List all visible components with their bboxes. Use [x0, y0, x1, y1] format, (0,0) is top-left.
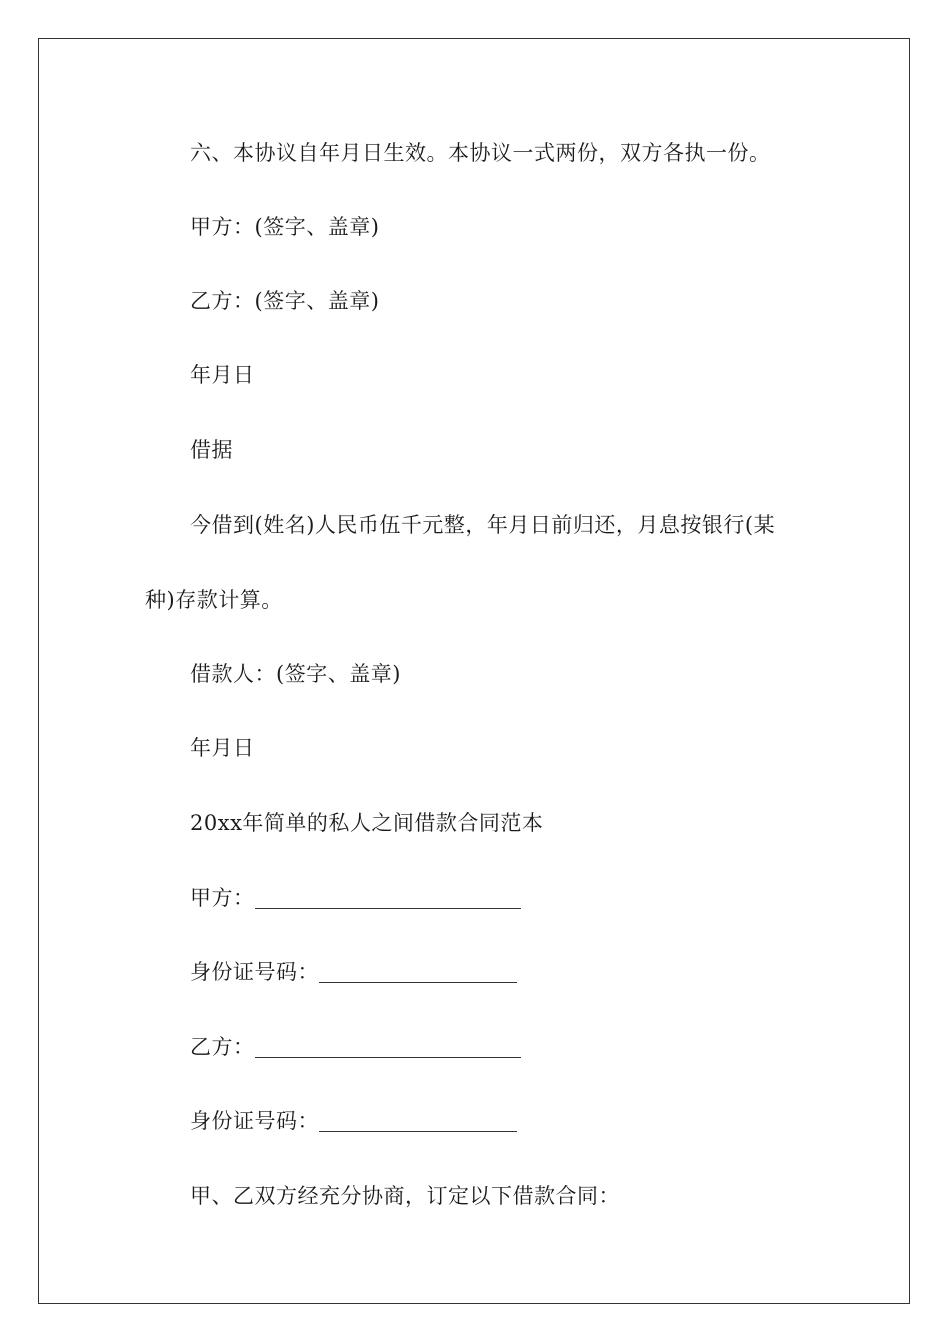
iou-body-line-2: 种)存款计算。	[145, 588, 283, 612]
id-number-label-b: 身份证号码：	[190, 1109, 319, 1133]
contract-preamble: 甲、乙双方经充分协商，订定以下借款合同：	[190, 1184, 620, 1208]
id-number-label-a: 身份证号码：	[190, 960, 319, 984]
clause-six-text: 六、本协议自年月日生效。本协议一式两份，双方各执一份。	[190, 141, 771, 165]
party-a-label: 甲方：	[190, 886, 255, 910]
party-b-blank	[255, 1037, 521, 1058]
party-a-signature-line: 甲方：(签字、盖章)	[190, 215, 380, 239]
party-a-blank	[255, 888, 521, 909]
date-line-1: 年月日	[190, 363, 255, 387]
id-number-field-b	[190, 1107, 517, 1135]
id-number-blank-b	[319, 1111, 517, 1132]
party-a-field	[190, 884, 521, 912]
party-b-label: 乙方：	[190, 1035, 255, 1059]
iou-heading: 借据	[190, 438, 233, 462]
contract-title: 20xx年简单的私人之间借款合同范本	[190, 811, 544, 835]
party-b-signature-line: 乙方：(签字、盖章)	[190, 289, 380, 313]
id-number-field-a	[190, 958, 517, 986]
borrower-signature-line: 借款人：(签字、盖章)	[190, 662, 401, 686]
party-b-field	[190, 1033, 521, 1061]
id-number-blank-a	[319, 962, 517, 983]
date-line-2: 年月日	[190, 736, 255, 760]
iou-body-line-1: 今借到(姓名)人民币伍千元整，年月日前归还，月息按银行(某	[190, 513, 776, 537]
